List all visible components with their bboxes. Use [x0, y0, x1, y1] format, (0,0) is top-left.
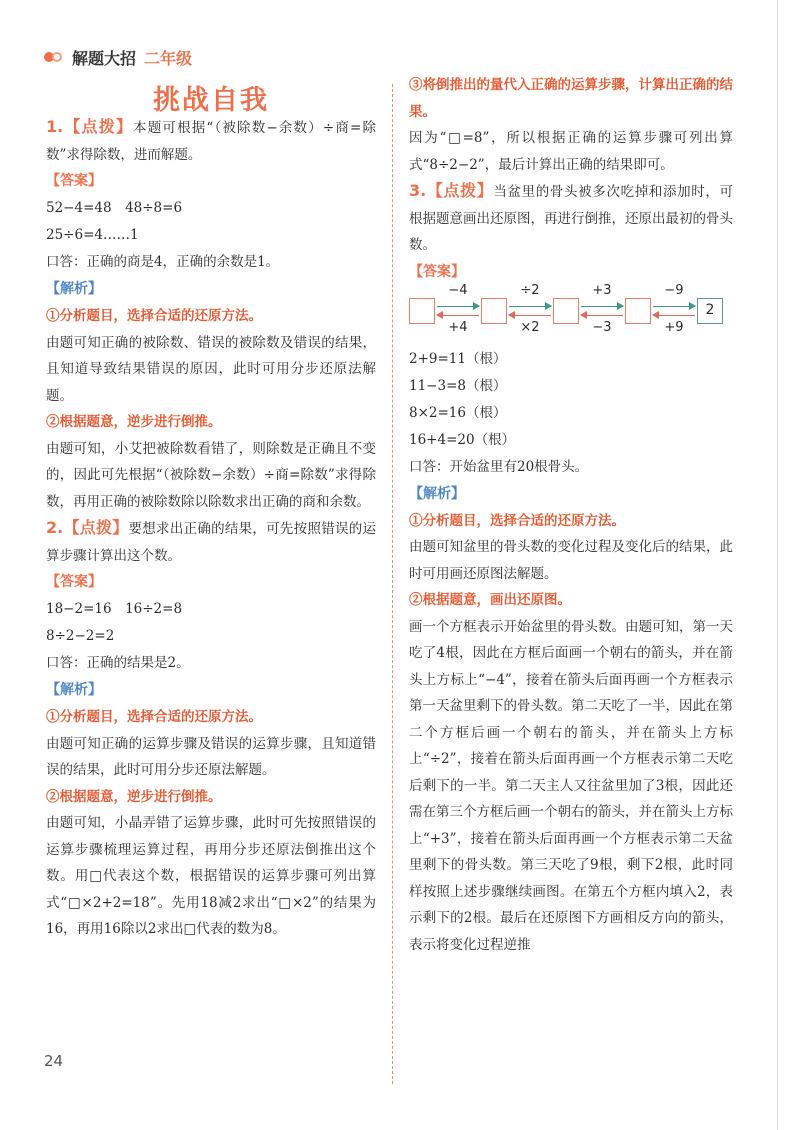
q3-hint-text: 当盆里的骨头被多次吃掉和添加时，可根据题意画出还原图，再进行倒推，还原出最初的骨头数。 [409, 184, 733, 253]
q2-answer-line: 18−2=16 16÷2=8 [46, 601, 183, 617]
q2-analysis-tag: 【解析】 [46, 682, 102, 698]
q3-step2-heading: ②根据题意，画出还原图。 [409, 592, 571, 608]
q1-step2-heading: ②根据题意，逆步进行倒推。 [46, 414, 222, 430]
q1-step1-text: 由题可知正确的被除数、错误的被除数及错误的结果，且知道导致结果错误的原因，此时可用分步还原法解题。 [46, 334, 376, 404]
restore-diagram [409, 282, 729, 344]
diagram-top-label: −4 [448, 282, 468, 298]
page-number: 24 [44, 1052, 64, 1070]
diagram-arrow-pair [437, 306, 479, 318]
column-divider [392, 84, 393, 1084]
q3-answer-line: 11−3=8（根） [409, 377, 507, 394]
diagram-arrow-pair [509, 306, 551, 318]
q2-hint [46, 515, 376, 569]
q1-step1-heading: ①分析题目，选择合适的还原方法。 [46, 308, 262, 324]
q3-answer-line: 2+9=11（根） [409, 350, 507, 367]
diagram-arrow-pair [581, 306, 623, 318]
q2-step3-heading: ③将倒推出的量代入正确的运算步骤，计算出正确的结果。 [409, 77, 733, 120]
q3-hint [409, 178, 733, 259]
diagram-bottom-label: −3 [592, 319, 612, 335]
q1-analysis-tag: 【解析】 [46, 281, 102, 297]
q3-step1-text: 由题可知盆里的骨头数的变化过程及变化后的结果，此时可用画还原图法解题。 [409, 539, 733, 582]
diagram-bottom-label: +9 [664, 319, 684, 335]
q2-answer-tag: 【答案】 [46, 574, 102, 590]
q1-answer-line: 口答：正确的商是4，正确的余数是1。 [46, 254, 280, 270]
q3-hint-tag: 【点拨】 [426, 181, 494, 200]
q2-hint-tag: 【点拨】 [63, 518, 129, 537]
q2-answer-line: 8÷2−2=2 [46, 628, 115, 644]
q2-step1-text: 由题可知正确的运算步骤及错误的运算步骤，且知道错误的结果，此时可用分步还原法解题。 [46, 735, 376, 778]
q1-hint-tag: 【点拨】 [63, 117, 134, 136]
q1-hint [46, 114, 376, 168]
q3-answer-line: 口答：开始盆里有20根骨头。 [409, 458, 589, 475]
q1-answer-tag: 【答案】 [46, 173, 102, 189]
q3-answer-line: 16+4=20（根） [409, 431, 516, 448]
q2-step2-text: 由题可知，小晶弄错了运算步骤，此时可先按照错误的运算步骤梳理运算过程，再用分步还原法倒推出这个数。用□代表这个数，根据错误的运算步骤可列出算式“□×2+2=18”。先用18减2求出“□×2”的结果为16，再用16除以2求出□代表的数为8。 [46, 815, 376, 937]
q2-step2-heading: ②根据题意，逆步进行倒推。 [46, 788, 222, 805]
page-header [44, 44, 192, 70]
diagram-bottom-label: +4 [448, 319, 468, 335]
diagram-top-label: ÷2 [520, 282, 540, 298]
q2-step1-heading: ①分析题目，选择合适的还原方法。 [46, 709, 262, 725]
q1-answer-line: 52−4=48 48÷8=6 [46, 200, 183, 216]
q3-step1-heading: ①分析题目，选择合适的还原方法。 [409, 512, 625, 529]
q2-number: 2. [46, 518, 64, 537]
q3-answer-line: 8×2=16（根） [409, 404, 507, 421]
grade-label: 二年级 [144, 48, 193, 68]
logo-icon [44, 50, 66, 64]
q3-answer-tag: 【答案】 [409, 263, 465, 280]
q2-answer-line: 口答：正确的结果是2。 [46, 655, 190, 671]
diagram-arrow-pair [653, 306, 695, 318]
diagram-bottom-label: ×2 [520, 319, 540, 335]
page-edge-line [777, 0, 778, 1130]
q3-step2-text: 画一个方框表示开始盆里的骨头数。由题可知，第一天吃了4根，因此在方框后面画一个朝右的箭头，并在箭头上方标上“−4”，接着在箭头后面再画一个方框表示第一天盆里剩下的骨头数。第二天吃了一半，因此在第二个方框后画一个朝右的箭头，并在箭头上方标上“÷2”，接着在箭头后面再画一个方框表示第二天吃后剩下的一半。第二天主人又往盆里加了3根，因此还需在第三个方框后画一个朝右的箭头，并在箭头上方标上“+3”，接着在箭头后面再画一个方框表示第二天盆里剩下的骨头数。第三天吃了9根，剩下2根，此时同样按照上述步骤继续画图。在第五个方框内填入2，表示剩下的2根。最后在还原图下方画相反方向的箭头，表示将变化过程逆推 [409, 618, 733, 953]
q1-hint-text: 本题可根据“（被除数−余数）÷商=除数”求得除数，进而解题。 [46, 120, 376, 163]
section-title: 挑战自我 [153, 85, 269, 116]
diagram-box-result: 2 [697, 298, 723, 324]
q2-step3-text: 因为“□=8”，所以根据正确的运算步骤可列出算式“8÷2−2”，最后计算出正确的结果即可。 [409, 130, 733, 173]
q3-analysis-tag: 【解析】 [409, 485, 465, 502]
q1-answer-line: 25÷6=4……1 [46, 227, 139, 243]
q1-number: 1. [46, 117, 64, 136]
q2-hint-text: 要想求出正确的结果，可先按照错误的运算步骤计算出这个数。 [46, 521, 376, 564]
right-column [409, 72, 733, 958]
left-column [46, 114, 376, 943]
diagram-top-label: +3 [592, 282, 612, 298]
q1-step2-text: 由题可知，小艾把被除数看错了，则除数是正确且不变的，因此可先根据“（被除数−余数）÷商=除数”求得除数，再用正确的被除数除以除数求出正确的商和余数。 [46, 440, 376, 510]
q3-number: 3. [409, 181, 427, 200]
series-title: 解题大招 [72, 48, 137, 68]
diagram-top-label: −9 [664, 282, 684, 298]
